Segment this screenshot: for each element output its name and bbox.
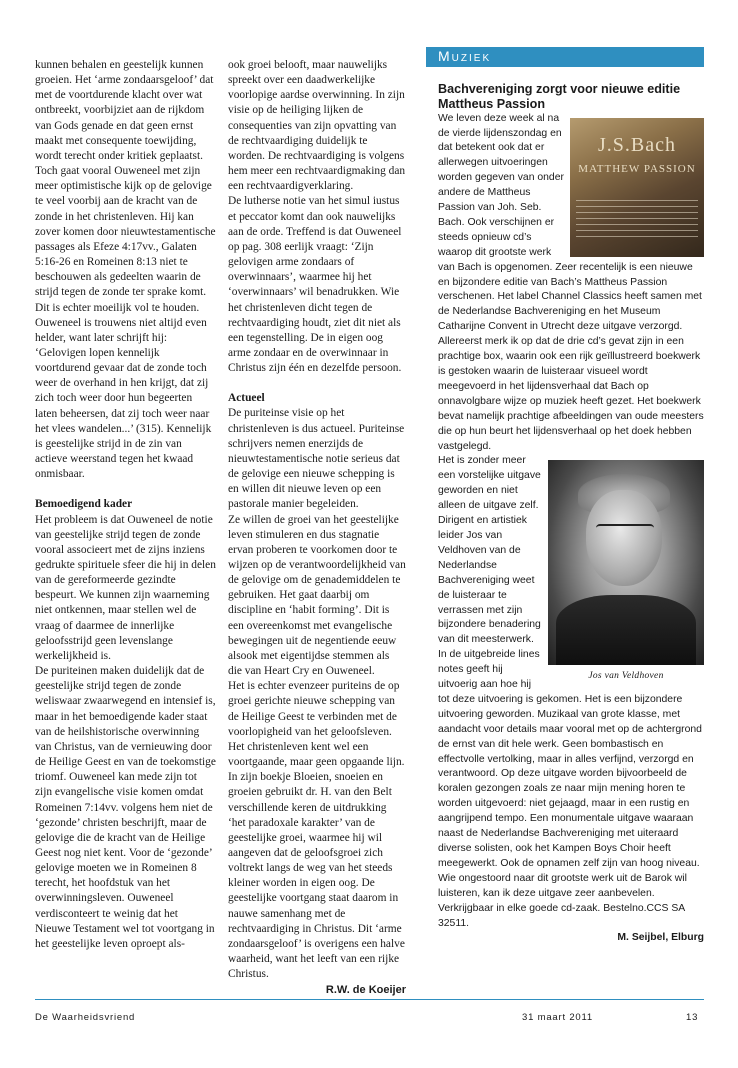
paragraph: Het is echter evenzeer puriteins de op groei gerichte nieuwe schepping van de Heilige Geest te verbinden met de voorlopigheid van het geloofsleven. Het christenleven kent wel een voortgaande, maar geen opgaande lijn. bbox=[228, 680, 405, 769]
album-cover-credits bbox=[576, 200, 698, 240]
column-music-article bbox=[438, 82, 704, 946]
section-label: Muziek bbox=[438, 48, 492, 64]
paragraph: De puriteinen maken duidelijk dat de geestelijke strijd tegen de zonde weliswaar zwaarwegend en intensief is, maar in het bemoedigende kader staat van de heilshistorische overwinning van Christus, van de vernieuwing door de Heilige Geest en van de toekomstige triomf. Ouweneel kan mede zijn tot zijn evangelische visie komen omdat Romeinen 7:14vv. volgens hem niet de ‘gezonde’ christen beschrijft, maar de gelovige die de kracht van de Heilige Geest nog niet kent. Voor de ‘gezonde’ gelovige moeten we in Romeinen 8 terecht, het hoofdstuk van het overwinningsleven. Ouweneel verdisconteert te weinig dat het Nieuwe Testament wel tot voortgang in het geestelijke leven oproept als- bbox=[35, 665, 216, 950]
paragraph: In zijn boekje Bloeien, snoeien en groeien gebruikt dr. H. van den Belt verschillende keren de uitdrukking ‘het paradoxale karakter’ van de geestelijke groei, waarmee hij wil aangeven dat de geloofsgroei zich voltrekt langs de weg van het steeds kleiner worden in eigen oog. De geestelijke voortgang staat daarom in nauwe samenhang met de rechtvaardiging in Christus. Dit ‘arme zondaarsgeloof’ is overigens een halve waarheid, want het leeft van een rijke Christus. bbox=[228, 771, 405, 981]
column-middle bbox=[228, 58, 406, 999]
footer-date: 31 maart 2011 bbox=[522, 1012, 593, 1023]
footer-divider bbox=[35, 999, 704, 1000]
paragraph: De puriteinse visie op het christenleven is dus actueel. Puriteinse schrijvers nemen enerzijds de nieuwtestamentische notie serieus dat de gelovige een nieuwe schepping is en willen dit nieuwe leven op een pastorale manier begeleiden. bbox=[228, 407, 405, 511]
paragraph: Toch gaat vooral Ouweneel met zijn meer optimistische kijk op de gelovige te veel voorbij aan de kracht van de zonde in het christenleven. Hij kan zover komen door nieuwtestamentische passages als Efeze 4:17vv., Galaten 5:16-26 en Romeinen 8:13 niet te beschouwen als gedeelten waarin de strijd tegen de zonde ter sprake komt. Dit is echter moeilijk vol te houden. Ouweneel is trouwens niet altijd even helder, want later schrijft hij: ‘Gelovigen lopen kennelijk voortdurend gevaar dat de zonde toch weer de overhand in hen krijgt, dat zij zich toch weer door hun begeerten laten beheersen, dat zij toch weer naar het vlees wandelen...’ (315). Kennelijk is geestelijke strijd in de zin van actieve weerstand tegen het kwaad onmisbaar. bbox=[35, 165, 216, 481]
column-left bbox=[35, 58, 216, 952]
article-headline: Bachvereniging zorgt voor nieuwe editie Mattheus Passion bbox=[438, 82, 681, 111]
album-cover-subtitle: MATTHEW PASSION bbox=[578, 162, 696, 175]
paragraph: ook groei belooft, maar nauwelijks spreekt over een daadwerkelijke voorlopige aardse overwinning. In zijn visie op de heiliging lijken de consequenties van zijn opvatting van de rechtvaardiging duidelijk te worden. De rechtvaardiging is volgens hem meer een rechtvaardigmaking dan een rechtvaardigverklaring. bbox=[228, 59, 406, 193]
footer-publication: De Waarheidsvriend bbox=[35, 1012, 136, 1023]
photo-caption: Jos van Veldhoven bbox=[588, 671, 664, 682]
article-author: M. Seijbel, Elburg bbox=[617, 932, 704, 944]
paragraph: De lutherse notie van het simul iustus et peccator komt dan ook nauwelijks aan de orde. Treffend is dat Ouweneel op pag. 308 eerlijk vraagt: ‘Zijn gelovigen arme zondaars of overwinnaars’, waarmee hij het ‘overwinnaars’ wil benadrukken. Wie het christenleven dicht tegen de rechtvaardiging houdt, ziet dit niet als een tegenstelling. De in eigen oog arme zondaar en de overwinnaar in Christus zijn één en dezelfde persoon. bbox=[228, 195, 402, 375]
paragraph: kunnen behalen en geestelijk kunnen groeien. Het ‘arme zondaarsgeloof’ dat met de voortdurende klacht over wat ontbreekt, voorbijziet aan de rijkdom van Gods genade en dat geen ernst maakt met consequente toewijding, wordt terecht onder kritiek geplaatst. bbox=[35, 59, 214, 162]
album-cover-image bbox=[570, 118, 704, 257]
subheading: Bemoedigend kader bbox=[35, 498, 133, 511]
conductor-photo bbox=[548, 460, 704, 665]
paragraph: Het probleem is dat Ouweneel de notie van geestelijke strijd tegen de zonde vooral associeert met de zijns inziens gedrukte spirituele sfeer die hij in delen van de gereformeerde gezindte bespeurt. We kunnen zijn waarneming niet ontkennen, maar stellen wel de vraag of daarmee de innerlijke geloofsstrijd geen levenslange werkelijkheid is. bbox=[35, 513, 216, 662]
subheading: Actueel bbox=[228, 392, 265, 405]
section-header bbox=[426, 47, 704, 67]
article-closing: Wie ongestoord naar dit grootste werk uit de Barok wil luisteren, kan ik deze uitgave zeer aanbevelen. Verkrijgbaar in elke goede cd-zaak. Bestelno.CCS SA 32511. bbox=[438, 872, 687, 929]
album-cover-title: J.S.Bach bbox=[598, 133, 676, 156]
article-body: Het is zonder meer een vorstelijke uitgave geworden en niet alleen de uitgave zelf. Dirigent en artistiek leider Jos van Veldhoven van de Nederlandse Bachvereniging weet de luisteraar te verrassen met zijn bijzondere benadering van dit meesterwerk. In de uitgebreide lines notes geeft hij uitvoerig aan hoe hij tot deze uitvoering is gekomen. Het is een bijzondere uitvoering geworden. Muzikaal van grote klasse, met aandacht voor details maar vooral met op de achtergrond de ernst van dit hele werk. Geen bombastisch en effectvolle vertolking, maar in alles verfijnd, verzorgd en verantwoord. Op deze uitgave worden bijvoorbeeld de koralen gezongen zoals ze naar mijn mening horen te worden uitgevoerd: niet gejaagd, maar in een rustig en aangrijpend tempo. Een monumentale uitgave waaraan naast de Nederlandse Bachvereniging met uiteraard diverse solisten, ook het Kampen Boys Choir heeft meegewerkt. Ook de opnamen zelf zijn van hoog niveau. bbox=[438, 455, 702, 869]
paragraph: Ze willen de groei van het geestelijke leven stimuleren en dus stagnatie ervan proberen te voorkomen door te wijzen op de verantwoordelijkheid van de gelovige om de genademiddelen te gebruiken. Het gaat daarbij om discipline en ‘habit forming’. Dit is een overeenkomst met evangelische bewegingen uit de negentiende eeuw alsook met eigentijdse stemmen als die van Heart Cry en Ouweneel. bbox=[228, 513, 406, 678]
article-intro: We leven deze week al na de vierde lijdenszondag en dat betekent ook dat er allerwegen uitvoeringen worden gegeven van onder andere de Mattheus Passion van Joh. Seb. Bach. Ook verschijnen er steeds opnieuw cd’s waarop dit grootste werk van Bach is opgenomen. Zeer recentelijk is een nieuwe en bijzondere editie van Bach’s Mattheus Passion verschenen. Het label Channel Classics heeft samen met de Nederlandse Bachvereniging en het Museum Catharijne Convent in Utrecht deze uitgave verzorgd. Allereerst merk ik op dat de drie cd’s gevat zijn in een prachtige box, waarin ook een rijk geïllustreerd boekwerk is gestoken waarin de luisteraar visueel wordt meegevoerd in het lijdensverhaal dat Bach op onnavolgbare wijze op muziek heeft gezet. Het boekwerk bevat namelijk prachtige afbeeldingen van oude meesters die op hun beurt het lijdensverhaal op het doek hebben vastgelegd. bbox=[438, 112, 704, 452]
footer-page-number: 13 bbox=[686, 1012, 699, 1023]
photo-caption-box bbox=[548, 665, 704, 687]
author-signature: R.W. de Koeijer bbox=[325, 984, 406, 997]
